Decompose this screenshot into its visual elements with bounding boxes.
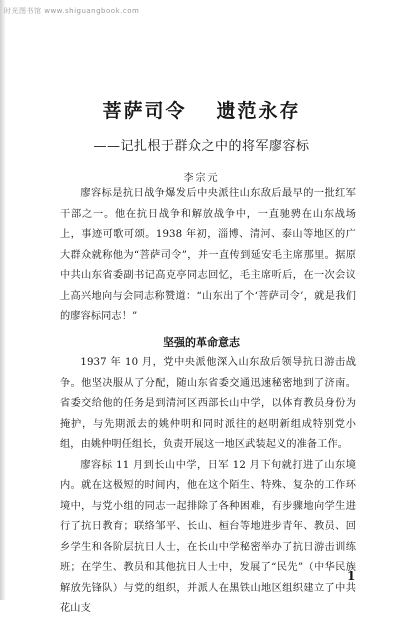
paragraph: 廖容标是抗日战争爆发后中央派往山东敌后最早的一批红军干部之一。他在抗日战争和解放战争中，一直驰骋在山东战场上，事迹可歌可颂。1938 年初，淄博、清河、泰山等地区的广大群众就称他为“菩萨司令”，并一直传到延安毛主席那里。据原中共山东省委副书记高克亭同志回忆，毛主席听后，在一次会议上高兴地向与会同志称赞道：“山东出了个‘菩萨司令’，就是我们的廖容标同志！” <box>60 188 356 322</box>
title-part-1: 菩萨司令 <box>102 100 187 122</box>
page-edge-shadow <box>0 0 6 600</box>
page-number: 1 <box>347 569 356 583</box>
paragraph: 1937 年 10 月，党中央派他深入山东敌后领导抗日游击战争。他坚决服从了分配，随山东省委交通迅速秘密地到了济南。省委交给他的任务是到清河区西部长山中学，以体育教员身份为掩护，与先期派去的姚仲明和同时派往的赵明新组成特别党小组，由姚仲明任组长，负责开展这一地区武装起义的准备工作。 <box>60 357 356 450</box>
article-author: 李宗元 <box>183 173 220 184</box>
body-text-1 <box>60 184 356 328</box>
title-part-2: 遗范永存 <box>216 100 301 122</box>
body-text-2 <box>60 353 356 620</box>
article-title <box>0 96 403 123</box>
paragraph: 廖容标 11 月到长山中学，日军 12 月下旬就打进了山东境内。就在这极短的时间内，他在这个陌生、特殊、复杂的工作环境中，与党小组的同志一起排除了各种困难，有步骤地向学生进行了抗日教育；联络邹平、长山、桓台等地进步青年、教员、回乡学生和各阶层抗日人士，在长山中学秘密举办了抗日游击训练班；在学生、教员和其他抗日人士中，发展了“民先”（中华民族解放先锋队）与党的组织，并派人在黑铁山地区组织建立了中共花山支 <box>60 459 356 614</box>
watermark: 时光图书馆 www.shiguangbook.com <box>4 7 140 15</box>
section-heading: 坚强的革命意志 <box>163 336 240 349</box>
article-subtitle: ——记扎根于群众之中的将军廖容标 <box>93 139 310 154</box>
